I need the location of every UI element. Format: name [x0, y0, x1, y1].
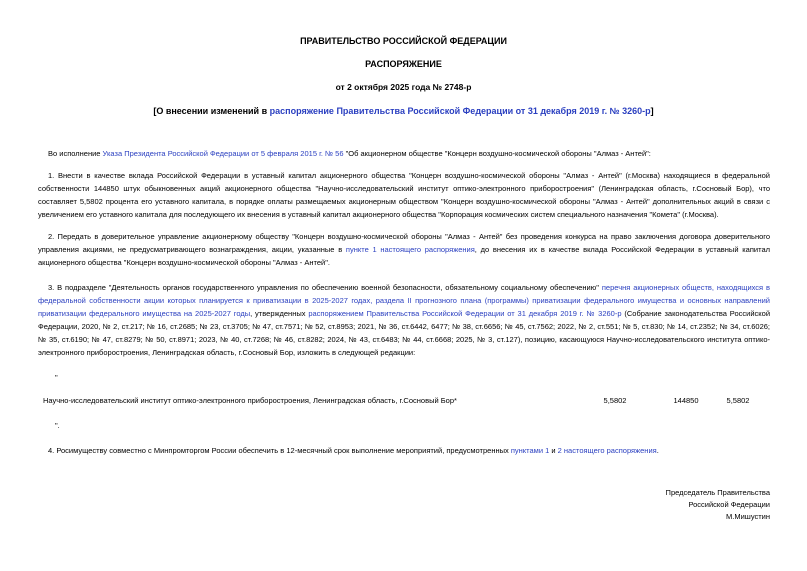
text-segment: ]: [650, 106, 654, 116]
text-segment: 1. Внести в качестве вклада Российской Федерации в уставный капитал акционерного общества "Концерн воздушно-космической обороны "Алмаз - Антей" (г.Москва) находящиеся в федеральной собственности 144850 штук обыкновенных акций акционерного общества "Научно-исследовательский институт оптико-электронного приборостроения" (Ленинградская область, г.Сосновый Бор), что составляет 5,5802 процента его уставного капитала, в порядке оплаты размещаемых акционерным обществом "Концерн воздушно-космической обороны "Алмаз - Антей" дополнительных акций в связи с увеличением его уставного капитала для последующего их внесения в уставный капитал акционерного общества "Корпорация космических систем специального назначения "Комета" (г.Москва).: [38, 171, 770, 219]
text-segment: (Собрание законодательства Российской Федерации, 2020, № 2, ст.217; № 16, ст.2685; № 23, ст.3705; № 47, ст.7571; № 52, ст.8953; 2021, № 36, ст.6442, 6477; № 38, ст.6656; № 45, ст.7562; 2022, № 2, ст.551; № 5, ст.830; № 14, ст.2352; № 34, ст.6026; № 35, ст.6190; № 47, ст.8279; № 50, ст.8971; 2023, № 40, ст.7268; № 46, ст.8282; 2024, № 43, ст.6483; № 44, ст.6668; 2025, № 3, ст.127), позицию, касающуюся Научно-исследовательского института оптико-электронного приборостроения, Ленинградская область, г.Сосновый Бор, изложить в следующей редакции:: [38, 309, 771, 357]
document-title: [0, 106, 807, 117]
doc-link[interactable]: перечня акционерных обществ, находящихся в федеральной собственности акции которых планируется к приватизации в 2025-2027 годах, раздела II прогнозного плана (программы) приватизации федерального имущества и основных направлений приватизации федерального имущества на 2025-2027 годы: [38, 283, 770, 318]
doc-link[interactable]: распоряжением Правительства Российской Федерации от 31 декабря 2019 г. № 3260-р: [308, 309, 622, 318]
signature-block: [38, 487, 770, 523]
amendment-close-quote: ".: [55, 421, 60, 430]
signature-name: М.Мишустин: [726, 512, 770, 521]
table-cell-percent-2: 5,5802: [726, 396, 750, 405]
text-segment: [О внесении изменений в: [153, 106, 270, 116]
header-organization: ПРАВИТЕЛЬСТВО РОССИЙСКОЙ ФЕДЕРАЦИИ: [300, 36, 507, 46]
table-cell-share-count: 144850: [673, 396, 699, 405]
doc-link[interactable]: пунктами 1: [510, 446, 550, 455]
doc-link[interactable]: Указа Президента Российской Федерации от 5 февраля 2015 г. № 56: [102, 149, 344, 158]
signature-position-line2: Российской Федерации: [688, 500, 770, 509]
text-segment: и: [549, 446, 558, 455]
paragraph-4: [38, 444, 770, 457]
table-cell-company-name: Научно-исследовательский институт оптико-электронного приборостроения, Ленинградская область, г.Сосновый Бор*: [43, 396, 457, 405]
header-document-type: РАСПОРЯЖЕНИЕ: [365, 59, 442, 69]
doc-link[interactable]: пункте 1 настоящего распоряжения: [345, 245, 475, 254]
text-segment: , до внесения их в качестве вклада Российской Федерации в уставный капитал акционерного общества "Концерн воздушно-космической обороны "Алмаз - Антей".: [38, 245, 771, 267]
paragraph-3: [38, 281, 770, 359]
paragraph-2: [38, 230, 770, 269]
header-date-number: от 2 октября 2025 года № 2748-р: [335, 82, 472, 92]
table-cell-percent-1: 5,5802: [603, 396, 627, 405]
text-segment: 2. Передать в доверительное управление акционерному обществу "Концерн воздушно-космической обороны "Алмаз - Антей" без проведения конкурса на право заключения договора доверительного управления акциями, не предусматривающего вознаграждения, акции, указанные в: [38, 232, 770, 254]
doc-link[interactable]: 2 настоящего распоряжения: [557, 446, 657, 455]
text-segment: 4. Росимуществу совместно с Минпромторгом России обеспечить в 12-месячный срок выполнение мероприятий, предусмотренных: [48, 446, 511, 455]
document-body: [38, 147, 770, 523]
text-segment: .: [656, 446, 659, 455]
text-segment: Во исполнение: [48, 149, 103, 158]
amendment-open-quote: ": [55, 373, 58, 382]
text-segment: "Об акционерном обществе "Концерн воздушно-космической обороны "Алмаз - Антей":: [343, 149, 651, 158]
text-segment: , утвержденных: [250, 309, 309, 318]
paragraph-1: [38, 169, 770, 221]
text-segment: 3. В подразделе "Деятельность органов государственного управления по обеспечению военной безопасности, обязательному социальному обеспечению": [48, 283, 602, 292]
paragraph-intro: [38, 147, 770, 160]
table-row: [38, 394, 770, 407]
signature-position-line1: Председатель Правительства: [665, 488, 770, 497]
doc-link[interactable]: распоряжение Правительства Российской Федерации от 31 декабря 2019 г. № 3260-р: [269, 106, 651, 116]
